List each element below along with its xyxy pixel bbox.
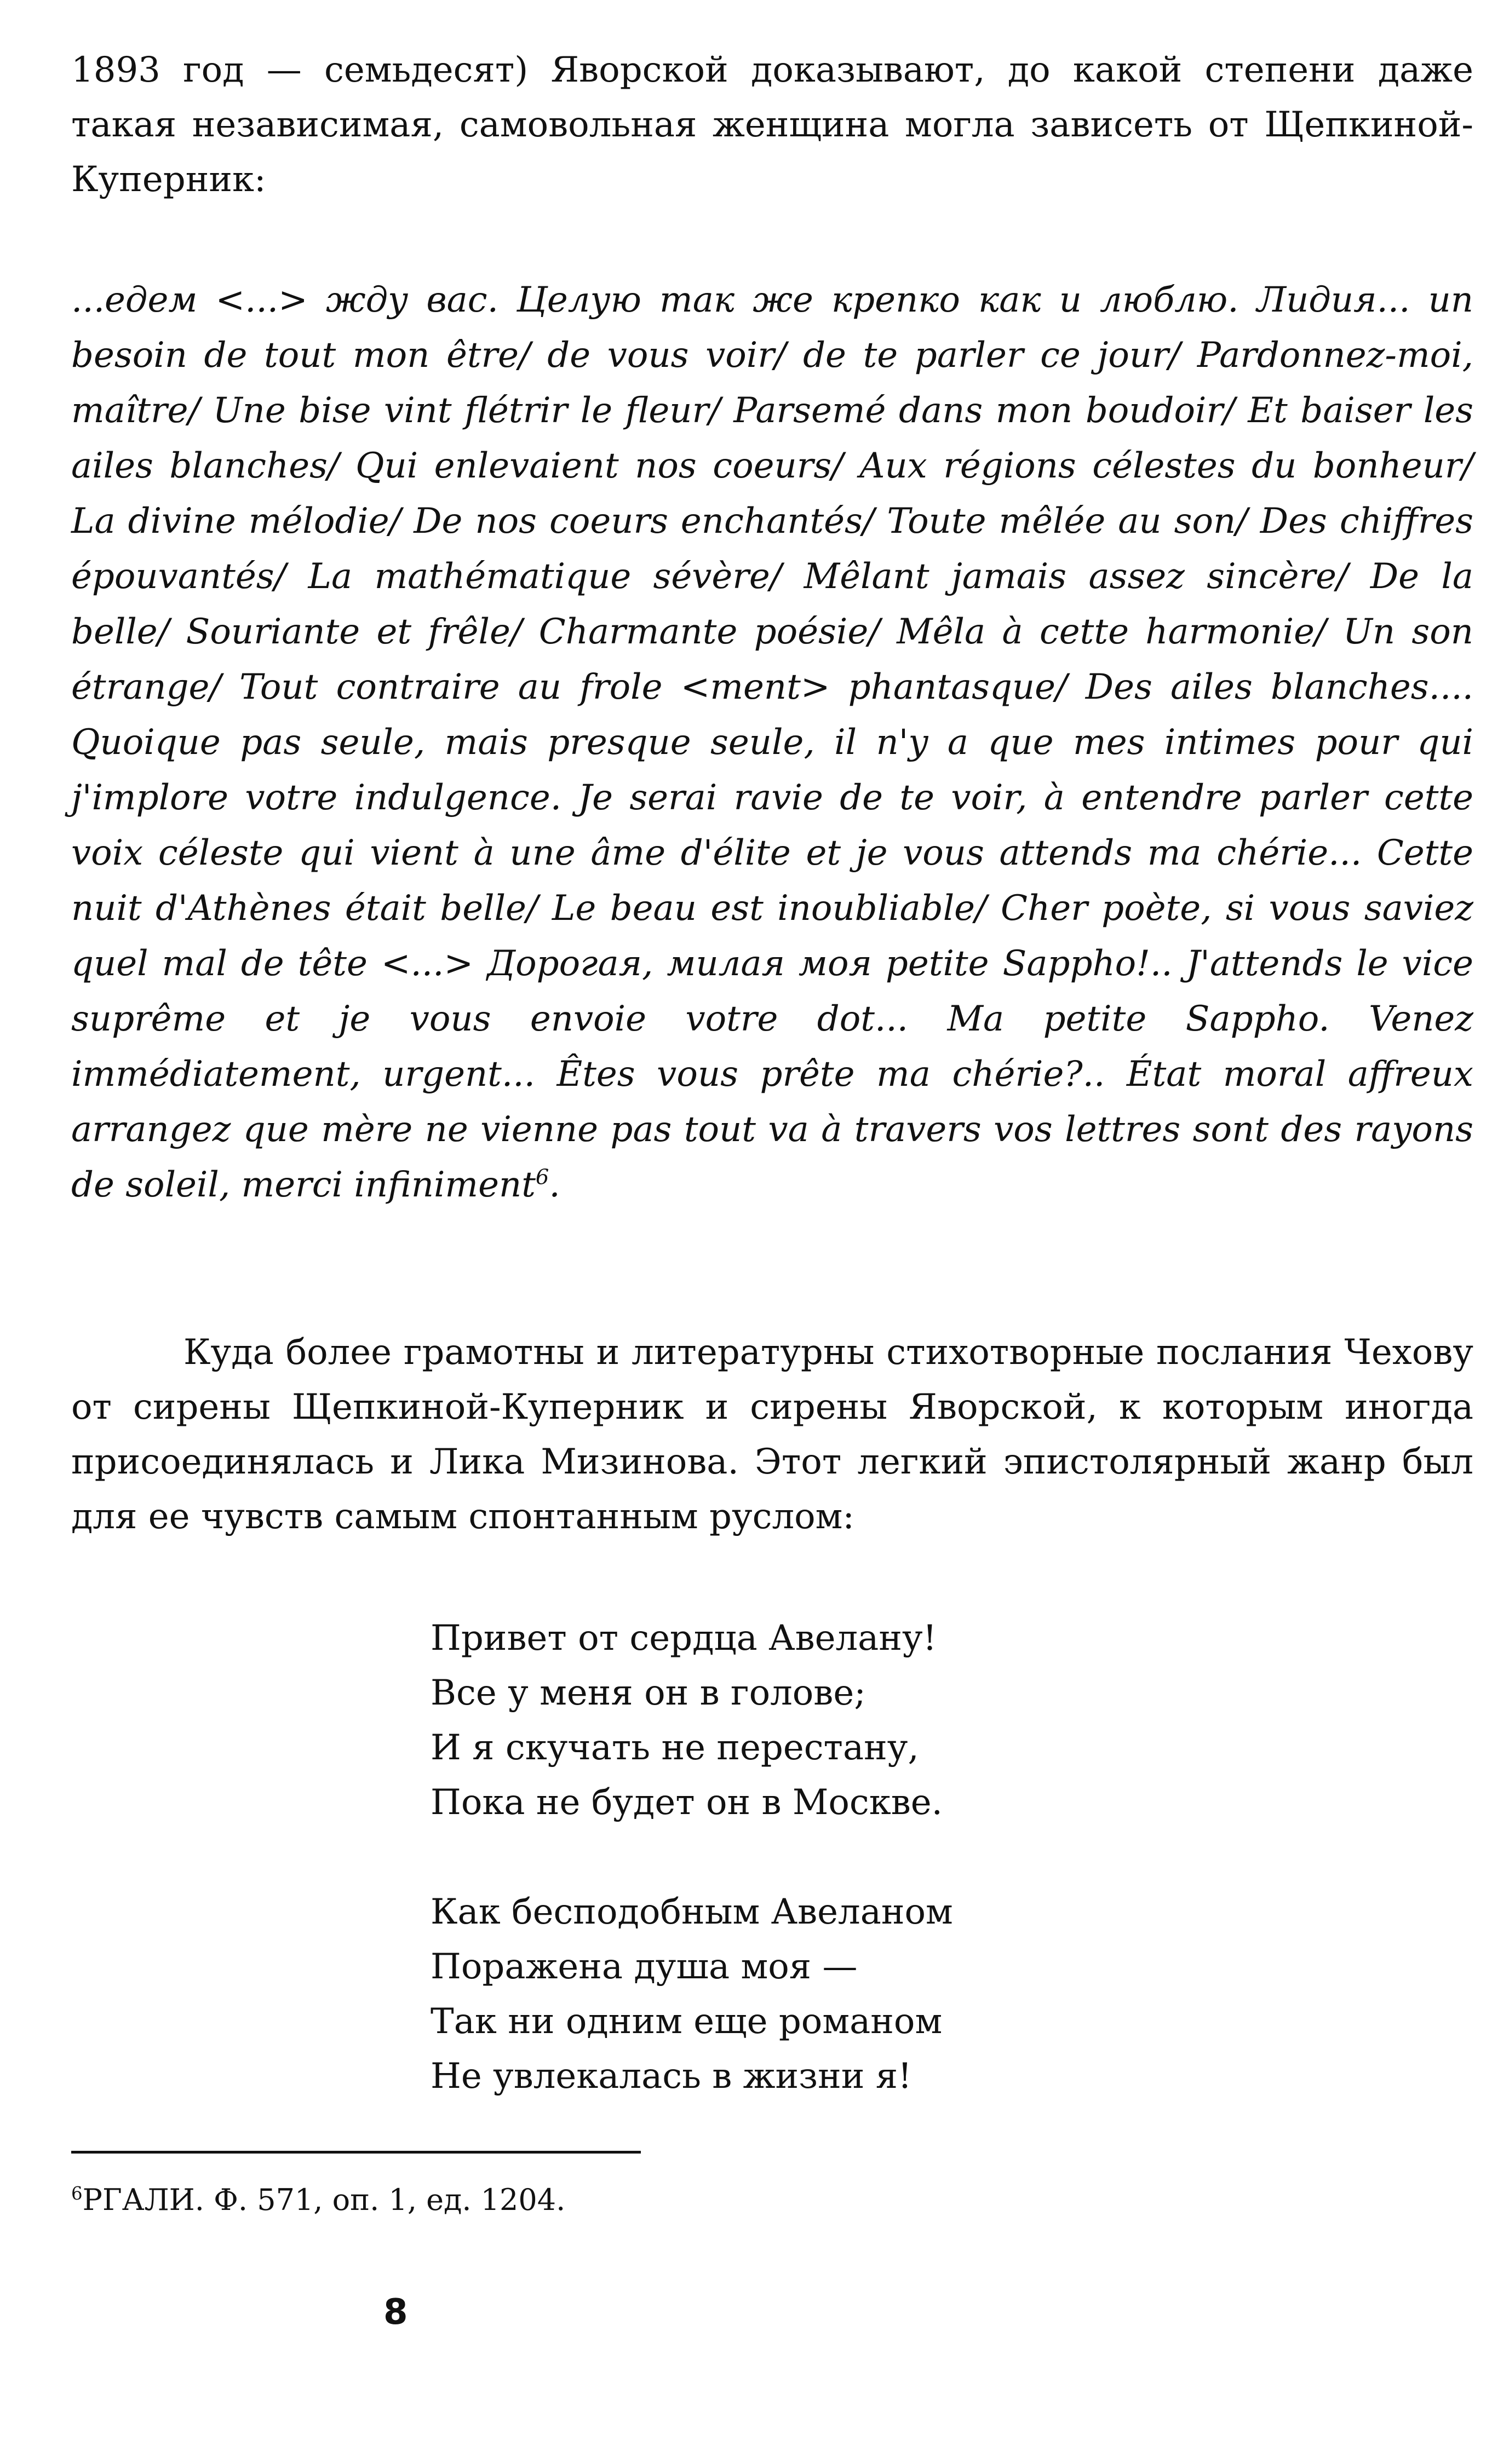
poem-line: Так ни одним еще романом	[431, 2001, 943, 2042]
poem-stanza-1	[431, 1611, 1416, 1830]
letter-quotation-text: ...едем <...> жду вас. Целую так же крепко как и люблю. Лидия... un besoin de tout mon être/ de vous voir/ de te parler ce jour/ Pardonnez-moi, maître/ Une bise vint flétrir le fleur/ Parsemé dans mon boudoir/ Et baiser les ailes blanches/ Qui enlevaient nos coeurs/ Aux régions célestes du bonheur/ La divine mélodie/ De nos coeurs enchantés/ Toute mêlée au son/ Des chiffres épouvantés/ La mathématique sévère/ Mêlant jamais assez sincère/ De la belle/ Souriante et frêle/ Charmante poésie/ Mêla à cette harmonie/ Un son étrange/ Tout contraire au frole <ment> phantasque/ Des ailes blanches.... Quoique pas seule, mais presque seule, il n'y a que mes intimes pour qui j'implore votre indulgence. Je serai ravie de te voir, à entendre parler cette voix céleste qui vient à une âme d'élite et je vous attends ma chérie... Cette nuit d'Athènes était belle/ Le beau est inoubliable/ Cher poète, si vous saviez quel mal de tête <...> Дорогая, милая моя petite Sappho!.. J'attends le vice suprême et je vous envoie votre dot... Ma petite Sappho. Venez immédiatement, urgent... Êtes vous prête ma chérie?.. État moral affreux arrangez que mère ne vienne pas tout va à travers vos lettres sont des rayons de soleil, merci infiniment	[71, 280, 1473, 1205]
poem-line: Поражена душа моя —	[431, 1947, 858, 1987]
footnote	[71, 2178, 1386, 2222]
paragraph-poems-intro: Куда более грамотны и литературны стихотворные послания Чехову от сирены Щепкиной-Куперник и сирены Яворской, к которым иногда присоединялась и Лика Мизинова. Этот легкий эпистолярный жанр был для ее чувств самым спонтанным руслом:	[71, 1332, 1473, 1537]
footnote-divider	[71, 2151, 641, 2154]
quotation-end-period: .	[549, 1165, 560, 1205]
poem-line: Как бесподобным Авеланом	[431, 1892, 953, 1932]
poem-line: Пока не будет он в Москве.	[431, 1782, 943, 1823]
poem-line: И я скучать не перестану,	[431, 1728, 919, 1768]
letter-quotation	[71, 273, 1473, 1213]
footnote-text: РГАЛИ. Ф. 571, оп. 1, ед. 1204.	[82, 2183, 566, 2217]
page-number: 8	[383, 2292, 408, 2333]
footnote-reference: 6	[535, 1165, 549, 1190]
poem-line: Привет от сердца Авелану!	[431, 1618, 937, 1659]
poem-stanza-2	[431, 1885, 1416, 2104]
poem-line: Все у меня он в голове;	[431, 1673, 866, 1713]
paragraph-intro: 1893 год — семьдесят) Яворской доказывают, до какой степени даже такая независимая, самовольная женщина могла зависеть от Щепкиной-Куперник:	[71, 50, 1473, 200]
footnote-mark: 6	[71, 2183, 83, 2204]
poem-line: Не увлекалась в жизни я!	[431, 2056, 912, 2097]
